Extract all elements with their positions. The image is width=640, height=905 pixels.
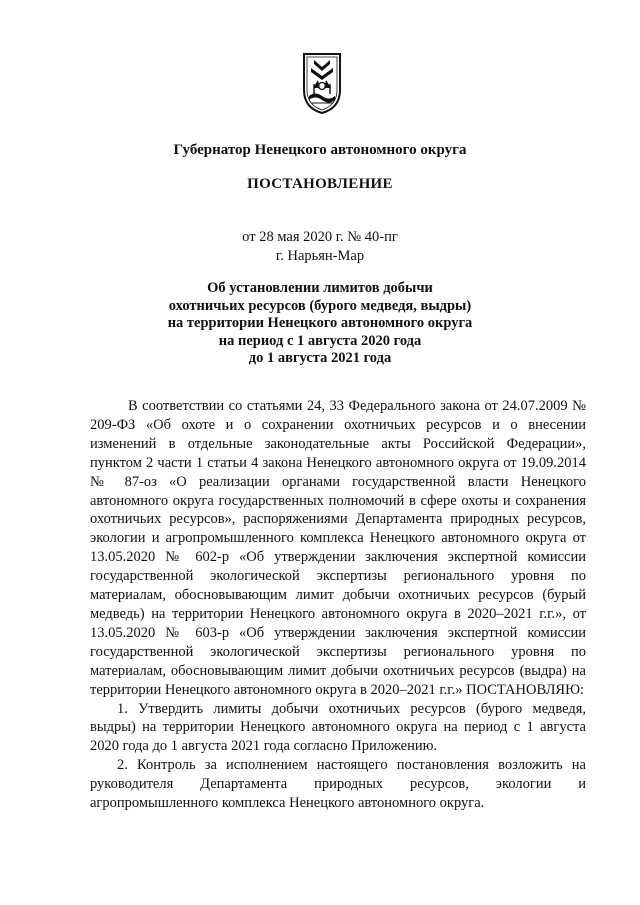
title-line: охотничьих ресурсов (бурого медведя, выдры) — [168, 297, 472, 314]
preamble-paragraph: В соответствии со статьями 24, 33 Федерального закона от 24.07.2009 № 209-ФЗ «Об охоте и о сохранении охотничьих ресурсов и о внесении изменений в отдельные законодательные акты Российской Федерации», пунктом 2 части 1 статьи 4 закона Ненецкого автономного округа от 19.09.2014 № 87-оз «О реализации органами государственной власти Ненецкого автономного округа государственных полномочий в сфере охоты и сохранения охотничьих ресурсов», распоряжениями Департамента природных ресурсов, экологии и агропромышленного комплекса Ненецкого автономного округа от 13.05.2020 № 602-р «Об утверждении заключения экспертной комиссии государственной экологической экспертизы регионального уровня по материалам, обосновывающим лимит добычи охотничьих ресурсов (бурый медведь) на территории Ненецкого автономного округа в 2020–2021 г.г.», от 13.05.2020 № 603-р «Об утверждении заключения экспертной комиссии государственной экологической экспертизы регионального уровня по материалам, обосновывающим лимит добычи охотничьих ресурсов (выдра) на территории Ненецкого автономного округа в 2020–2021 г.г.» ПОСТАНОВЛЯЮ: — [90, 398, 586, 698]
document-meta — [0, 228, 640, 266]
document-type: ПОСТАНОВЛЕНИЕ — [247, 176, 393, 192]
issuer-heading: Губернатор Ненецкого автономного округа — [173, 142, 467, 158]
item-1-paragraph: 1. Утвердить лимиты добычи охотничьих ресурсов (бурого медведя, выдры) на территории Ненецкого автономного округа на период с 1 августа 2020 года до 1 августа 2021 года согласно Приложению. — [90, 700, 586, 755]
document-body — [90, 397, 586, 813]
date-number: от 28 мая 2020 г. № 40-пг — [242, 229, 398, 245]
document-title — [0, 280, 640, 368]
coat-of-arms-icon — [300, 50, 344, 116]
title-line: на период с 1 августа 2020 года — [218, 332, 422, 349]
item-2-paragraph: 2. Контроль за исполнением настоящего постановления возложить на руководителя Департамента природных ресурсов, экологии и агропромышленного комплекса Ненецкого автономного округа. — [90, 757, 586, 812]
title-line: до 1 августа 2021 года — [248, 350, 392, 367]
title-line: на территории Ненецкого автономного округа — [167, 315, 473, 332]
title-line: Об установлении лимитов добычи — [207, 280, 433, 296]
place: г. Нарьян-Мар — [275, 248, 365, 264]
